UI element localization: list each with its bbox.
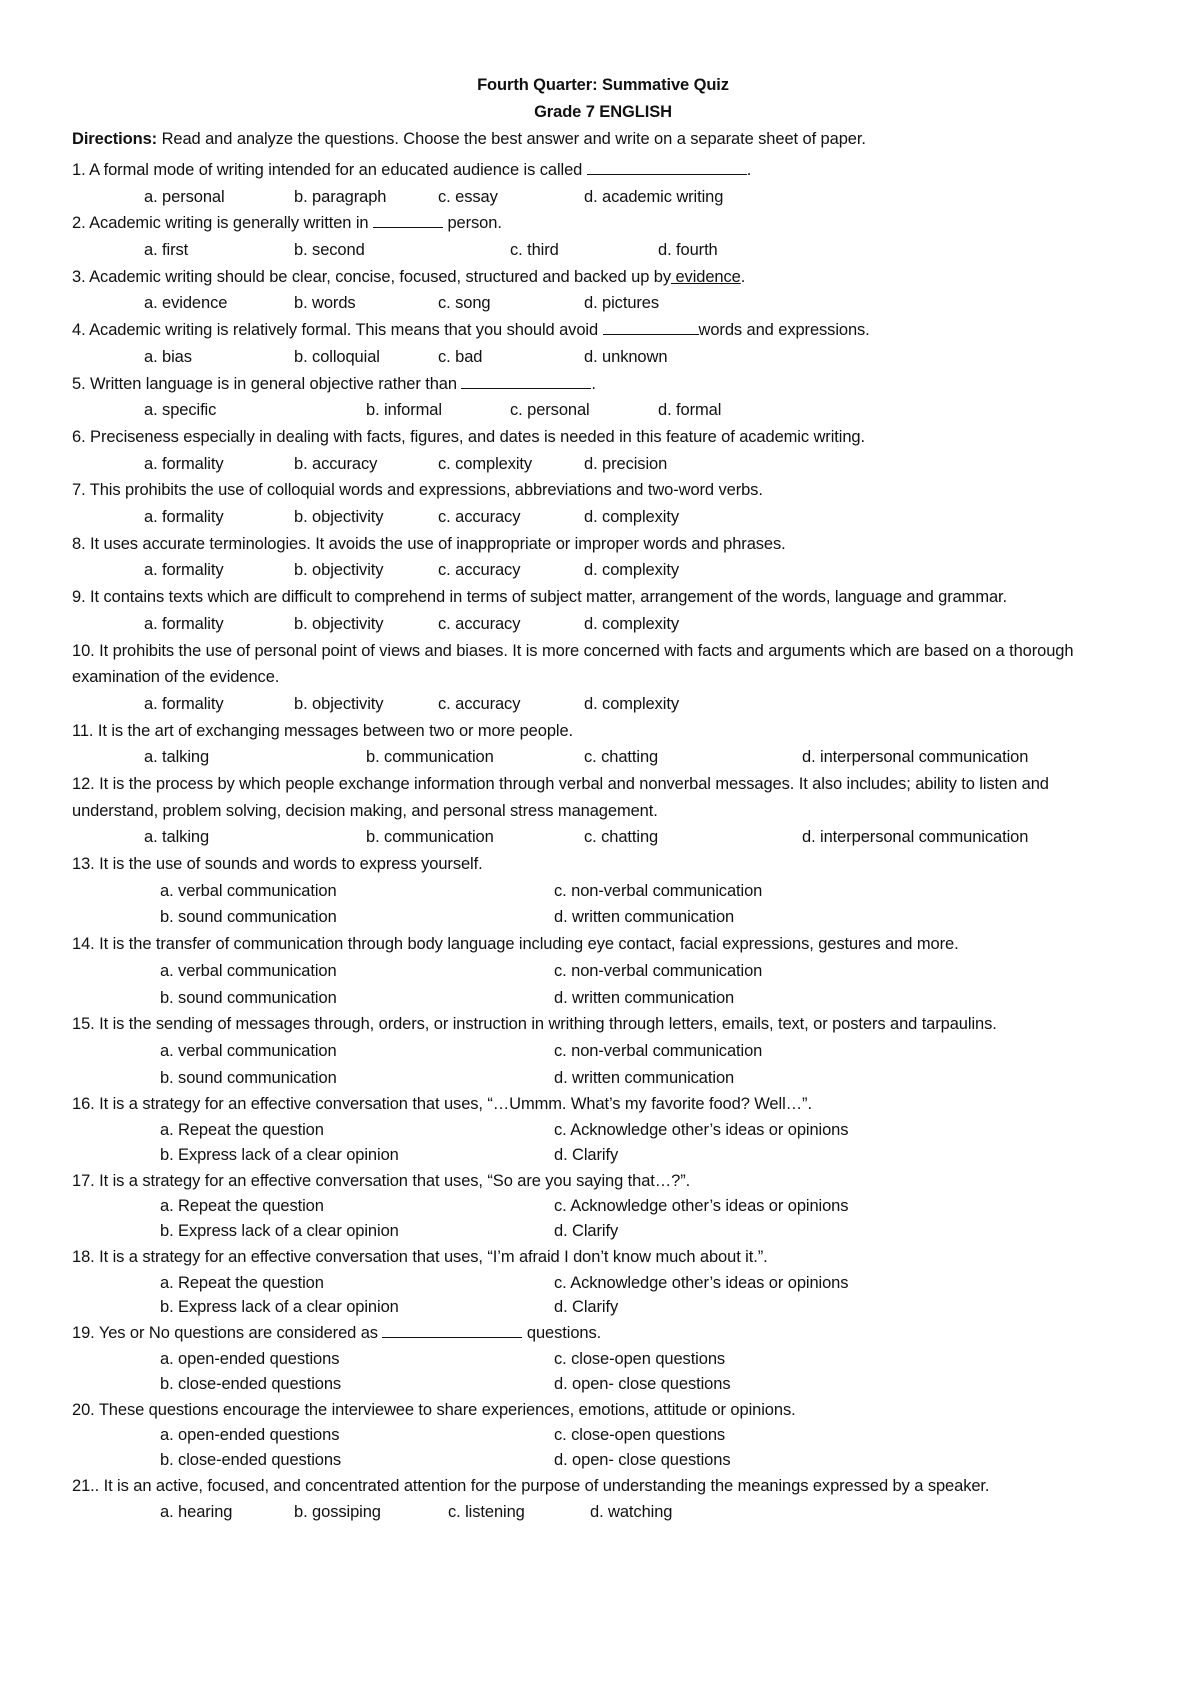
- option-d: d. complexity: [584, 694, 679, 713]
- question-11: 11. It is the art of exchanging messages between two or more people.: [72, 721, 574, 740]
- question-text-end: .: [740, 267, 746, 286]
- options-row: [72, 1295, 1134, 1320]
- option-b: b. gossiping: [294, 1502, 381, 1521]
- question-text-end: words and expressions.: [698, 321, 870, 340]
- question-2: [72, 210, 1134, 237]
- option-d: d. Clarify: [554, 1222, 619, 1241]
- question-20: 20. These questions encourage the interviewee to share experiences, emotions, attitude or opinions.: [72, 1400, 796, 1419]
- question-21: 21.. It is an active, focused, and concentrated attention for the purpose of understanding the meanings expressed by a speaker.: [72, 1476, 990, 1495]
- answer-blank: [461, 373, 591, 389]
- option-b: b. objectivity: [294, 561, 384, 580]
- options-row: [72, 1271, 1134, 1296]
- option-c: c. listening: [448, 1502, 525, 1521]
- directions-label: Directions:: [72, 130, 158, 148]
- option-d: d. complexity: [584, 561, 679, 580]
- option-b: b. communication: [366, 828, 494, 847]
- option-a: a. bias: [144, 347, 192, 366]
- option-c: c. Acknowledge other’s ideas or opinions: [554, 1273, 849, 1292]
- option-c: c. Acknowledge other’s ideas or opinions: [554, 1121, 849, 1140]
- question-text-end: .: [591, 374, 596, 393]
- option-c: c. close-open questions: [554, 1349, 726, 1368]
- option-a: a. talking: [144, 828, 210, 847]
- option-a: a. specific: [144, 401, 217, 420]
- option-d: d. interpersonal communication: [802, 748, 1029, 767]
- options-row: [72, 397, 1134, 424]
- option-b: b. sound communication: [160, 1068, 337, 1087]
- option-a: a. Repeat the question: [160, 1273, 324, 1292]
- options-row: [72, 1372, 1134, 1397]
- option-c: c. accuracy: [438, 561, 521, 580]
- options-row: [72, 985, 1134, 1012]
- question-5: [72, 371, 1134, 398]
- question-text: 4. Academic writing is relatively formal. This means that you should avoid: [72, 321, 603, 340]
- question-17: 17. It is a strategy for an effective conversation that uses, “So are you saying that…?”.: [72, 1171, 691, 1190]
- options-row: [72, 237, 1134, 264]
- quiz-subtitle: Grade 7 ENGLISH: [534, 103, 672, 121]
- options-row: [72, 824, 1134, 851]
- options-row: [72, 290, 1134, 317]
- question-text: 5. Written language is in general objective rather than: [72, 374, 462, 393]
- option-d: d. precision: [584, 454, 668, 473]
- option-b: b. objectivity: [294, 694, 384, 713]
- option-a: a. personal: [144, 187, 225, 206]
- answer-blank: [603, 319, 699, 335]
- options-row: [72, 1347, 1134, 1372]
- option-c: c. personal: [510, 401, 590, 420]
- question-text-end: questions.: [522, 1324, 602, 1343]
- option-b: b. informal: [366, 401, 442, 420]
- option-d: d. fourth: [658, 241, 718, 260]
- question-1: [72, 157, 1134, 184]
- option-d: d. watching: [590, 1502, 673, 1521]
- option-a: a. formality: [144, 508, 224, 527]
- option-a: a. formality: [144, 694, 224, 713]
- option-d: d. pictures: [584, 294, 660, 313]
- option-d: d. written communication: [554, 1068, 735, 1087]
- option-b: b. Express lack of a clear opinion: [160, 1145, 399, 1164]
- option-c: c. chatting: [584, 748, 659, 767]
- option-c: c. non-verbal communication: [554, 1041, 763, 1060]
- options-row: [72, 611, 1134, 638]
- quiz-title: Fourth Quarter: Summative Quiz: [477, 76, 729, 94]
- answer-blank: [373, 212, 443, 228]
- option-b: b. objectivity: [294, 508, 384, 527]
- option-b: b. words: [294, 294, 356, 313]
- option-b: b. accuracy: [294, 454, 378, 473]
- option-b: b. close-ended questions: [160, 1451, 342, 1470]
- option-d: d. unknown: [584, 347, 668, 366]
- option-b: b. paragraph: [294, 187, 387, 206]
- option-d: d. complexity: [584, 508, 679, 527]
- option-c: c. Acknowledge other’s ideas or opinions: [554, 1197, 849, 1216]
- options-row: [72, 1038, 1134, 1065]
- option-d: d. Clarify: [554, 1145, 619, 1164]
- option-c: c. accuracy: [438, 694, 521, 713]
- option-a: a. Repeat the question: [160, 1197, 324, 1216]
- option-b: b. Express lack of a clear opinion: [160, 1298, 399, 1317]
- question-text-end: .: [746, 161, 752, 179]
- options-row: [72, 1065, 1134, 1092]
- option-a: a. first: [144, 241, 189, 260]
- question-16: 16. It is a strategy for an effective conversation that uses, “…Ummm. What’s my favorite food? Well…”.: [72, 1095, 812, 1114]
- option-a: a. verbal communication: [160, 881, 337, 900]
- options-row: [72, 1194, 1134, 1219]
- question-4: [72, 317, 1134, 344]
- option-b: b. sound communication: [160, 908, 337, 927]
- question-12: 12. It is the process by which people exchange information through verbal and nonverbal messages. It also includes; ability to listen and understand, problem solving, decision making, and personal stress management.: [72, 775, 1049, 820]
- question-8: 8. It uses accurate terminologies. It avoids the use of inappropriate or improper words and phrases.: [72, 534, 786, 553]
- option-d: d. open- close questions: [554, 1451, 731, 1470]
- option-c: c. chatting: [584, 828, 659, 847]
- options-row: [72, 344, 1134, 371]
- option-b: b. close-ended questions: [160, 1374, 342, 1393]
- options-row: [72, 184, 1134, 211]
- option-b: b. sound communication: [160, 988, 337, 1007]
- option-c: c. essay: [438, 187, 498, 206]
- option-d: d. written communication: [554, 988, 735, 1007]
- options-row: [72, 1500, 1134, 1525]
- options-row: [72, 744, 1134, 771]
- question-text: 2. Academic writing is generally written in: [72, 214, 373, 233]
- options-row: [72, 1423, 1134, 1448]
- question-18: 18. It is a strategy for an effective conversation that uses, “I’m afraid I don’t know much about it.”.: [72, 1247, 768, 1266]
- question-text: 3. Academic writing should be clear, concise, focused, structured and backed up by: [72, 267, 671, 286]
- option-a: a. formality: [144, 454, 224, 473]
- option-b: b. colloquial: [294, 347, 380, 366]
- options-row: [72, 878, 1134, 905]
- option-d: d. academic writing: [584, 187, 724, 206]
- option-a: a. formality: [144, 561, 224, 580]
- option-a: a. talking: [144, 748, 210, 767]
- option-c: c. accuracy: [438, 508, 521, 527]
- option-c: c. bad: [438, 347, 483, 366]
- question-19: [72, 1320, 1134, 1347]
- option-d: d. formal: [658, 401, 722, 420]
- option-c: c. song: [438, 294, 491, 313]
- answer-blank: [382, 1322, 522, 1338]
- option-c: c. non-verbal communication: [554, 881, 763, 900]
- option-c: c. complexity: [438, 454, 533, 473]
- option-c: c. accuracy: [438, 614, 521, 633]
- options-row: [72, 451, 1134, 478]
- question-text: 1. A formal mode of writing intended for an educated audience is called: [72, 161, 587, 179]
- options-row: [72, 557, 1134, 584]
- option-b: b. Express lack of a clear opinion: [160, 1222, 399, 1241]
- options-row: [72, 691, 1134, 718]
- option-a: a. formality: [144, 614, 224, 633]
- question-9: 9. It contains texts which are difficult to comprehend in terms of subject matter, arrangement of the words, language and grammar.: [72, 588, 1008, 607]
- question-text: 19. Yes or No questions are considered as: [72, 1324, 383, 1343]
- question-13: 13. It is the use of sounds and words to express yourself.: [72, 855, 483, 874]
- options-row: [72, 958, 1134, 985]
- answer-blank: [587, 159, 747, 175]
- options-row: [72, 1219, 1134, 1244]
- question-10: 10. It prohibits the use of personal point of views and biases. It is more concerned with facts and arguments which are based on a thorough examination of the evidence.: [72, 641, 1074, 687]
- question-14: 14. It is the transfer of communication through body language including eye contact, facial expressions, gestures and more.: [72, 935, 959, 954]
- option-b: b. objectivity: [294, 614, 384, 633]
- question-15: 15. It is the sending of messages through, orders, or instruction in writhing through letters, emails, text, or posters and tarpaulins.: [72, 1015, 997, 1034]
- option-a: a. open-ended questions: [160, 1426, 340, 1445]
- option-d: d. interpersonal communication: [802, 828, 1029, 847]
- option-d: d. open- close questions: [554, 1374, 731, 1393]
- option-a: a. evidence: [144, 294, 228, 313]
- options-row: [72, 504, 1134, 531]
- question-text-end: person.: [442, 214, 502, 233]
- option-c: c. third: [510, 241, 559, 260]
- option-c: c. non-verbal communication: [554, 961, 763, 980]
- option-c: c. close-open questions: [554, 1426, 726, 1445]
- directions-text: Read and analyze the questions. Choose the best answer and write on a separate sheet of paper.: [157, 130, 866, 148]
- options-row: [72, 1118, 1134, 1143]
- question-7: 7. This prohibits the use of colloquial words and expressions, abbreviations and two-word verbs.: [72, 481, 763, 500]
- option-a: a. verbal communication: [160, 1041, 337, 1060]
- option-a: a. hearing: [160, 1502, 233, 1521]
- option-a: a. Repeat the question: [160, 1121, 324, 1140]
- option-a: a. open-ended questions: [160, 1349, 340, 1368]
- option-b: b. second: [294, 241, 365, 260]
- underlined-word: evidence: [670, 267, 741, 286]
- option-a: a. verbal communication: [160, 961, 337, 980]
- question-6: 6. Preciseness especially in dealing with facts, figures, and dates is needed in this feature of academic writing.: [72, 427, 865, 446]
- options-row: [72, 1448, 1134, 1473]
- question-3: [72, 264, 1134, 291]
- options-row: [72, 904, 1134, 931]
- option-d: d. Clarify: [554, 1298, 619, 1317]
- option-d: d. complexity: [584, 614, 679, 633]
- option-b: b. communication: [366, 748, 494, 767]
- options-row: [72, 1143, 1134, 1168]
- option-d: d. written communication: [554, 908, 735, 927]
- directions: [72, 126, 1134, 153]
